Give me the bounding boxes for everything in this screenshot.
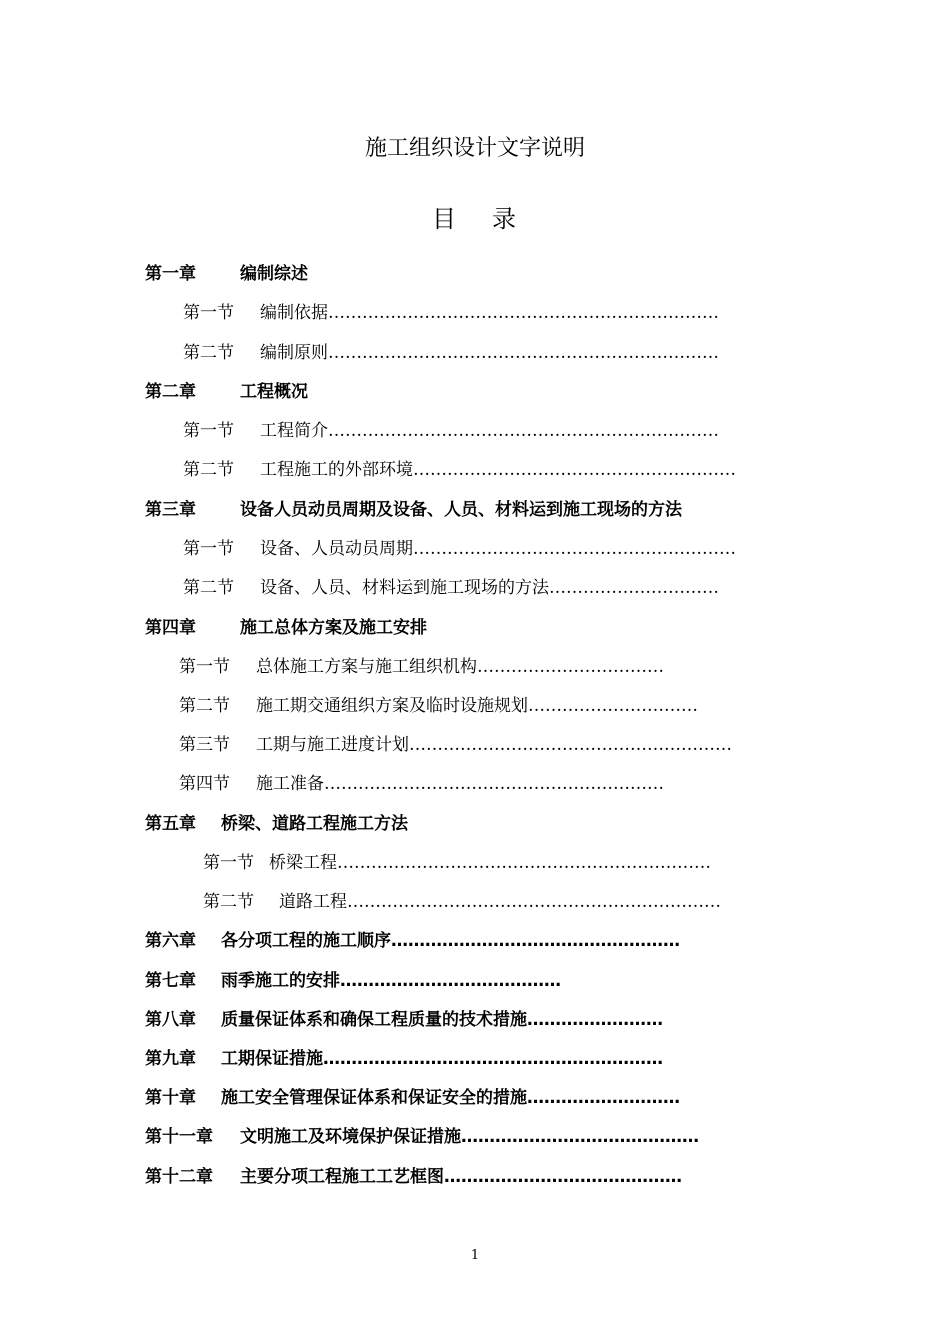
section-title: 工程施工的外部环境 (260, 460, 413, 480)
leader-dots: …………………… (527, 1010, 663, 1030)
toc-section-4-1[interactable] (179, 654, 714, 680)
section-title: 施工准备 (256, 774, 324, 794)
chapter-label: 第八章 (145, 1010, 196, 1030)
leader-dots: ………………………… (549, 578, 719, 598)
toc-section-1-1[interactable] (183, 300, 775, 326)
chapter-label: 第三章 (145, 500, 196, 520)
toc-chapter-9[interactable] (145, 1046, 738, 1072)
leader-dots: …………………………………… (444, 1167, 682, 1187)
section-title: 工期与施工进度计划 (256, 735, 409, 755)
section-label: 第一节 (203, 853, 254, 873)
toc-section-5-1[interactable] (203, 850, 748, 876)
section-label: 第一节 (183, 539, 234, 559)
chapter-title: 施工总体方案及施工安排 (240, 618, 427, 638)
chapter-label: 第六章 (145, 931, 196, 951)
toc-chapter-12[interactable] (145, 1164, 757, 1190)
toc-section-5-2[interactable] (203, 889, 757, 915)
page-number: 1 (470, 1248, 480, 1263)
leader-dots: ………………………………… (340, 971, 561, 991)
section-label: 第二节 (179, 696, 230, 716)
toc-chapter-1[interactable] (145, 261, 308, 287)
toc-chapter-7[interactable] (145, 968, 604, 994)
document-title: 施工组织设计文字说明 (364, 136, 585, 161)
toc-chapter-11[interactable] (145, 1124, 776, 1150)
chapter-label: 第九章 (145, 1049, 196, 1069)
leader-dots: ………………………………………………… (409, 735, 732, 755)
chapter-label: 第五章 (145, 814, 196, 834)
toc-section-4-2[interactable] (179, 693, 753, 719)
section-label: 第三节 (179, 735, 230, 755)
chapter-title: 质量保证体系和确保工程质量的技术措施 (221, 1010, 527, 1030)
section-title: 设备、人员动员周期 (260, 539, 413, 559)
section-label: 第二节 (183, 460, 234, 480)
leader-dots: ………………………………………………………… (337, 853, 711, 873)
leader-dots: …………………………………………………………… (328, 303, 719, 323)
toc-chapter-4[interactable] (145, 615, 427, 641)
section-title: 编制依据 (260, 303, 328, 323)
leader-dots: …………………………………………………………… (328, 343, 719, 363)
toc-section-2-2[interactable] (183, 457, 775, 483)
chapter-title: 桥梁、道路工程施工方法 (221, 814, 408, 834)
toc-heading (0, 202, 950, 236)
section-label: 第四节 (179, 774, 230, 794)
chapter-label: 第二章 (145, 382, 196, 402)
section-label: 第一节 (183, 303, 234, 323)
leader-dots: …………………………………… (461, 1127, 699, 1147)
section-title: 施工期交通组织方案及临时设施规划 (256, 696, 528, 716)
toc-section-4-3[interactable] (179, 732, 772, 758)
chapter-title: 工程概况 (240, 382, 308, 402)
leader-dots: …………………………………………………… (323, 1049, 663, 1069)
chapter-title: 编制综述 (240, 264, 308, 284)
leader-dots: ………………………………………………………… (347, 892, 721, 912)
section-label: 第二节 (183, 578, 234, 598)
chapter-label: 第十一章 (145, 1127, 213, 1147)
leader-dots: …………………………………………………… (324, 774, 664, 794)
leader-dots: ………………………………………………… (413, 539, 736, 559)
chapter-title: 各分项工程的施工顺序 (221, 931, 391, 951)
toc-chapter-10[interactable] (145, 1085, 757, 1111)
chapter-label: 第四章 (145, 618, 196, 638)
chapter-label: 第七章 (145, 971, 196, 991)
leader-dots: ………………………… (528, 696, 698, 716)
section-title: 道路工程 (279, 892, 347, 912)
chapter-label: 第十二章 (145, 1167, 213, 1187)
section-label: 第二节 (183, 343, 234, 363)
toc-chapter-2[interactable] (145, 379, 308, 405)
leader-dots: ………………………………………………… (413, 460, 736, 480)
chapter-title: 施工安全管理保证体系和保证安全的措施 (221, 1088, 527, 1108)
toc-heading-right: 录 (492, 205, 518, 233)
toc-chapter-3[interactable] (145, 497, 805, 523)
chapter-title: 工期保证措施 (221, 1049, 323, 1069)
toc-chapter-5[interactable] (145, 811, 408, 837)
chapter-title: 雨季施工的安排 (221, 971, 340, 991)
leader-dots: ……………………… (527, 1088, 680, 1108)
section-title: 编制原则 (260, 343, 328, 363)
section-title: 设备、人员、材料运到施工现场的方法 (260, 578, 549, 598)
toc-section-4-4[interactable] (179, 771, 695, 797)
section-label: 第二节 (203, 892, 254, 912)
toc-heading-left: 目 (432, 205, 458, 233)
section-title: 工程简介 (260, 421, 328, 441)
leader-dots: …………………………… (477, 657, 664, 677)
section-label: 第一节 (183, 421, 234, 441)
chapter-title: 主要分项工程施工工艺框图 (240, 1167, 444, 1187)
toc-section-3-1[interactable] (183, 536, 775, 562)
section-label: 第一节 (179, 657, 230, 677)
chapter-label: 第十章 (145, 1088, 196, 1108)
toc-section-1-2[interactable] (183, 340, 775, 366)
toc-chapter-8[interactable] (145, 1007, 719, 1033)
section-title: 桥梁工程 (269, 853, 337, 873)
toc-section-2-1[interactable] (183, 418, 775, 444)
leader-dots: …………………………………………………………… (328, 421, 719, 441)
section-title: 总体施工方案与施工组织机构 (256, 657, 477, 677)
chapter-label: 第一章 (145, 264, 196, 284)
leader-dots: …………………………………………… (391, 931, 680, 951)
chapter-title: 文明施工及环境保护保证措施 (240, 1127, 461, 1147)
toc-section-3-2[interactable] (183, 575, 775, 601)
chapter-title: 设备人员动员周期及设备、人员、材料运到施工现场的方法 (240, 500, 682, 520)
toc-chapter-6[interactable] (145, 928, 757, 954)
